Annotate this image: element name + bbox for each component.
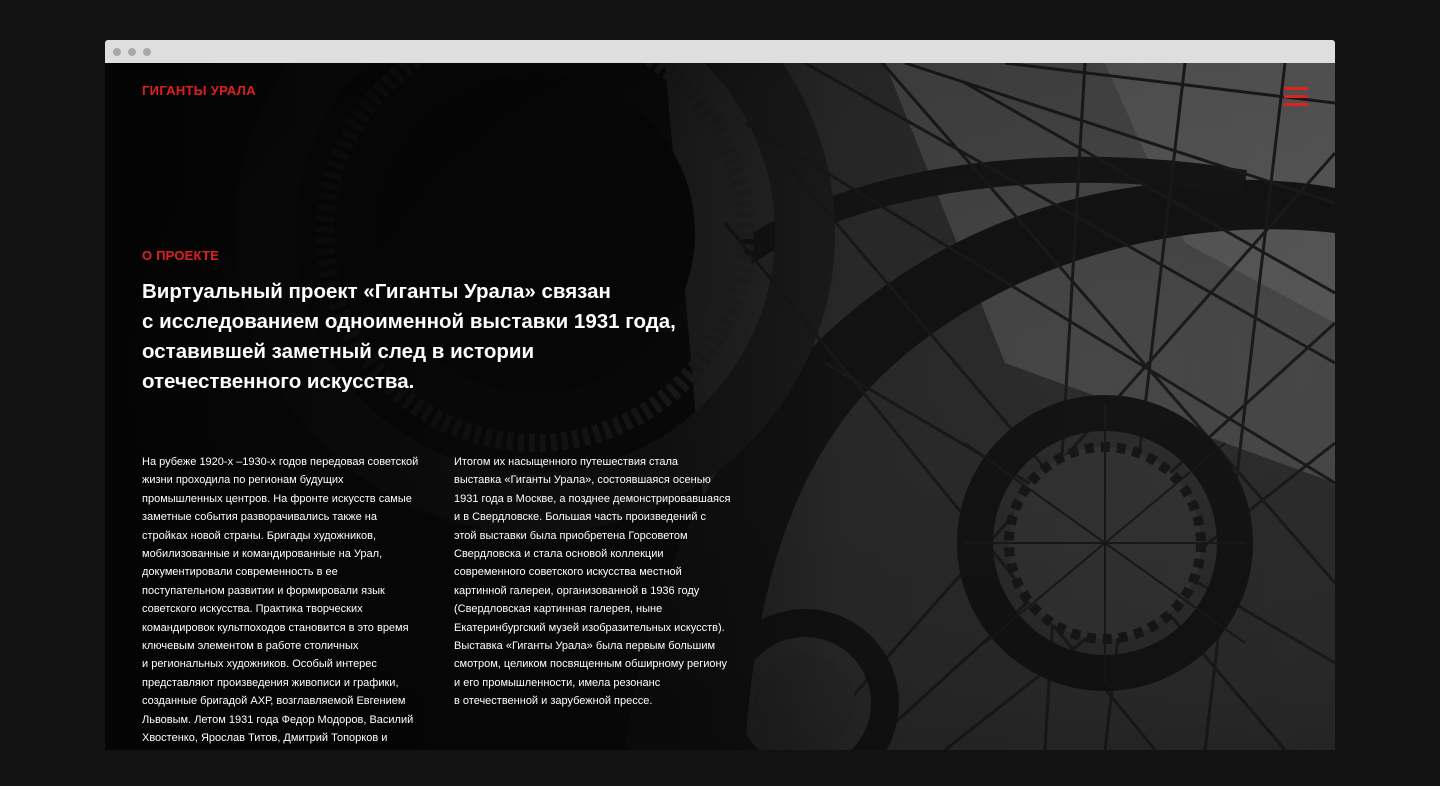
text-line: ключевым элементом в работе столичных [142,640,359,653]
text-line: и его промышленности, имела резонанс [454,676,661,689]
lead-line: оставившей заметный след в истории [142,340,535,363]
text-line: картинной галереи, организованной в 1936 году [454,584,700,597]
text-line: и в Свердловске. Большая часть произведений с [454,511,707,524]
text-line: созданные бригадой АХР, возглавляемой Евгением [142,695,406,708]
page-viewport [105,63,1335,750]
text-line: стройках новой страны. Бригады художников, [142,529,377,542]
browser-window [105,40,1335,750]
brand-logo-link[interactable]: ГИГАНТЫ УРАЛА [142,83,256,98]
text-line: мобилизованные и командированные на Урал, [142,548,383,561]
about-text-right-column [454,453,754,711]
about-text-left-column [142,453,442,748]
hamburger-menu-icon[interactable] [1284,87,1310,107]
text-line: промышленных центров. На фронте искусств самые [142,492,412,505]
text-line: документировали современность в ее [142,566,338,579]
text-line: этой выставки была приобретена Горсоветом [454,529,688,542]
text-line: Екатеринбургский музей изобразительных искусств). [454,621,725,634]
text-line: Свердловска и стала основой коллекции [454,548,664,561]
text-line: и региональных художников. Особый интерес [142,658,377,671]
text-line: На рубеже 1920-х –1930-х годов передовая советской [142,456,419,468]
section-label-about: О ПРОЕКТЕ [142,248,220,263]
text-line: выставка «Гиганты Урала», состоявшаяся осенью [454,474,711,487]
text-line: Хвостенко, Ярослав Титов, Дмитрий Топорков и [142,732,388,745]
text-line: заметные события разворачивались также на [142,511,377,524]
text-line: представляют произведения живописи и графики, [142,676,399,689]
text-line: в отечественной и зарубежной прессе. [454,695,653,708]
lead-line: с исследованием одноименной выставки 1931 года, [142,310,676,333]
lead-line: отечественного искусства. [142,370,415,393]
window-minimize-dot-icon[interactable] [128,48,136,56]
text-line: командировок культпоходов становится в это время [142,621,409,634]
text-line: жизни проходила по регионам будущих [142,474,344,487]
text-line: советского искусства. Практика творческих [142,603,363,616]
browser-chrome-bar [105,40,1335,63]
lead-line: Виртуальный проект «Гиганты Урала» связан [142,280,611,303]
window-maximize-dot-icon[interactable] [143,48,151,56]
window-close-dot-icon[interactable] [113,48,121,56]
text-line: современного советского искусства местной [454,566,682,579]
text-line: 1931 года в Москве, а позднее демонстрировавшаяся [454,492,731,505]
text-line: поступательном развитии и формировали язык [142,584,385,597]
text-line: Львовым. Летом 1931 года Федор Модоров, Василий [142,713,414,726]
text-line: (Свердловская картинная галерея, ныне [454,603,663,616]
text-line: Выставка «Гиганты Урала» была первым большим [454,640,716,653]
text-line: смотром, целиком посвященным обширному региону [454,658,728,671]
project-lead-heading [142,277,702,397]
text-line: Итогом их насыщенного путешествия стала [454,456,679,468]
